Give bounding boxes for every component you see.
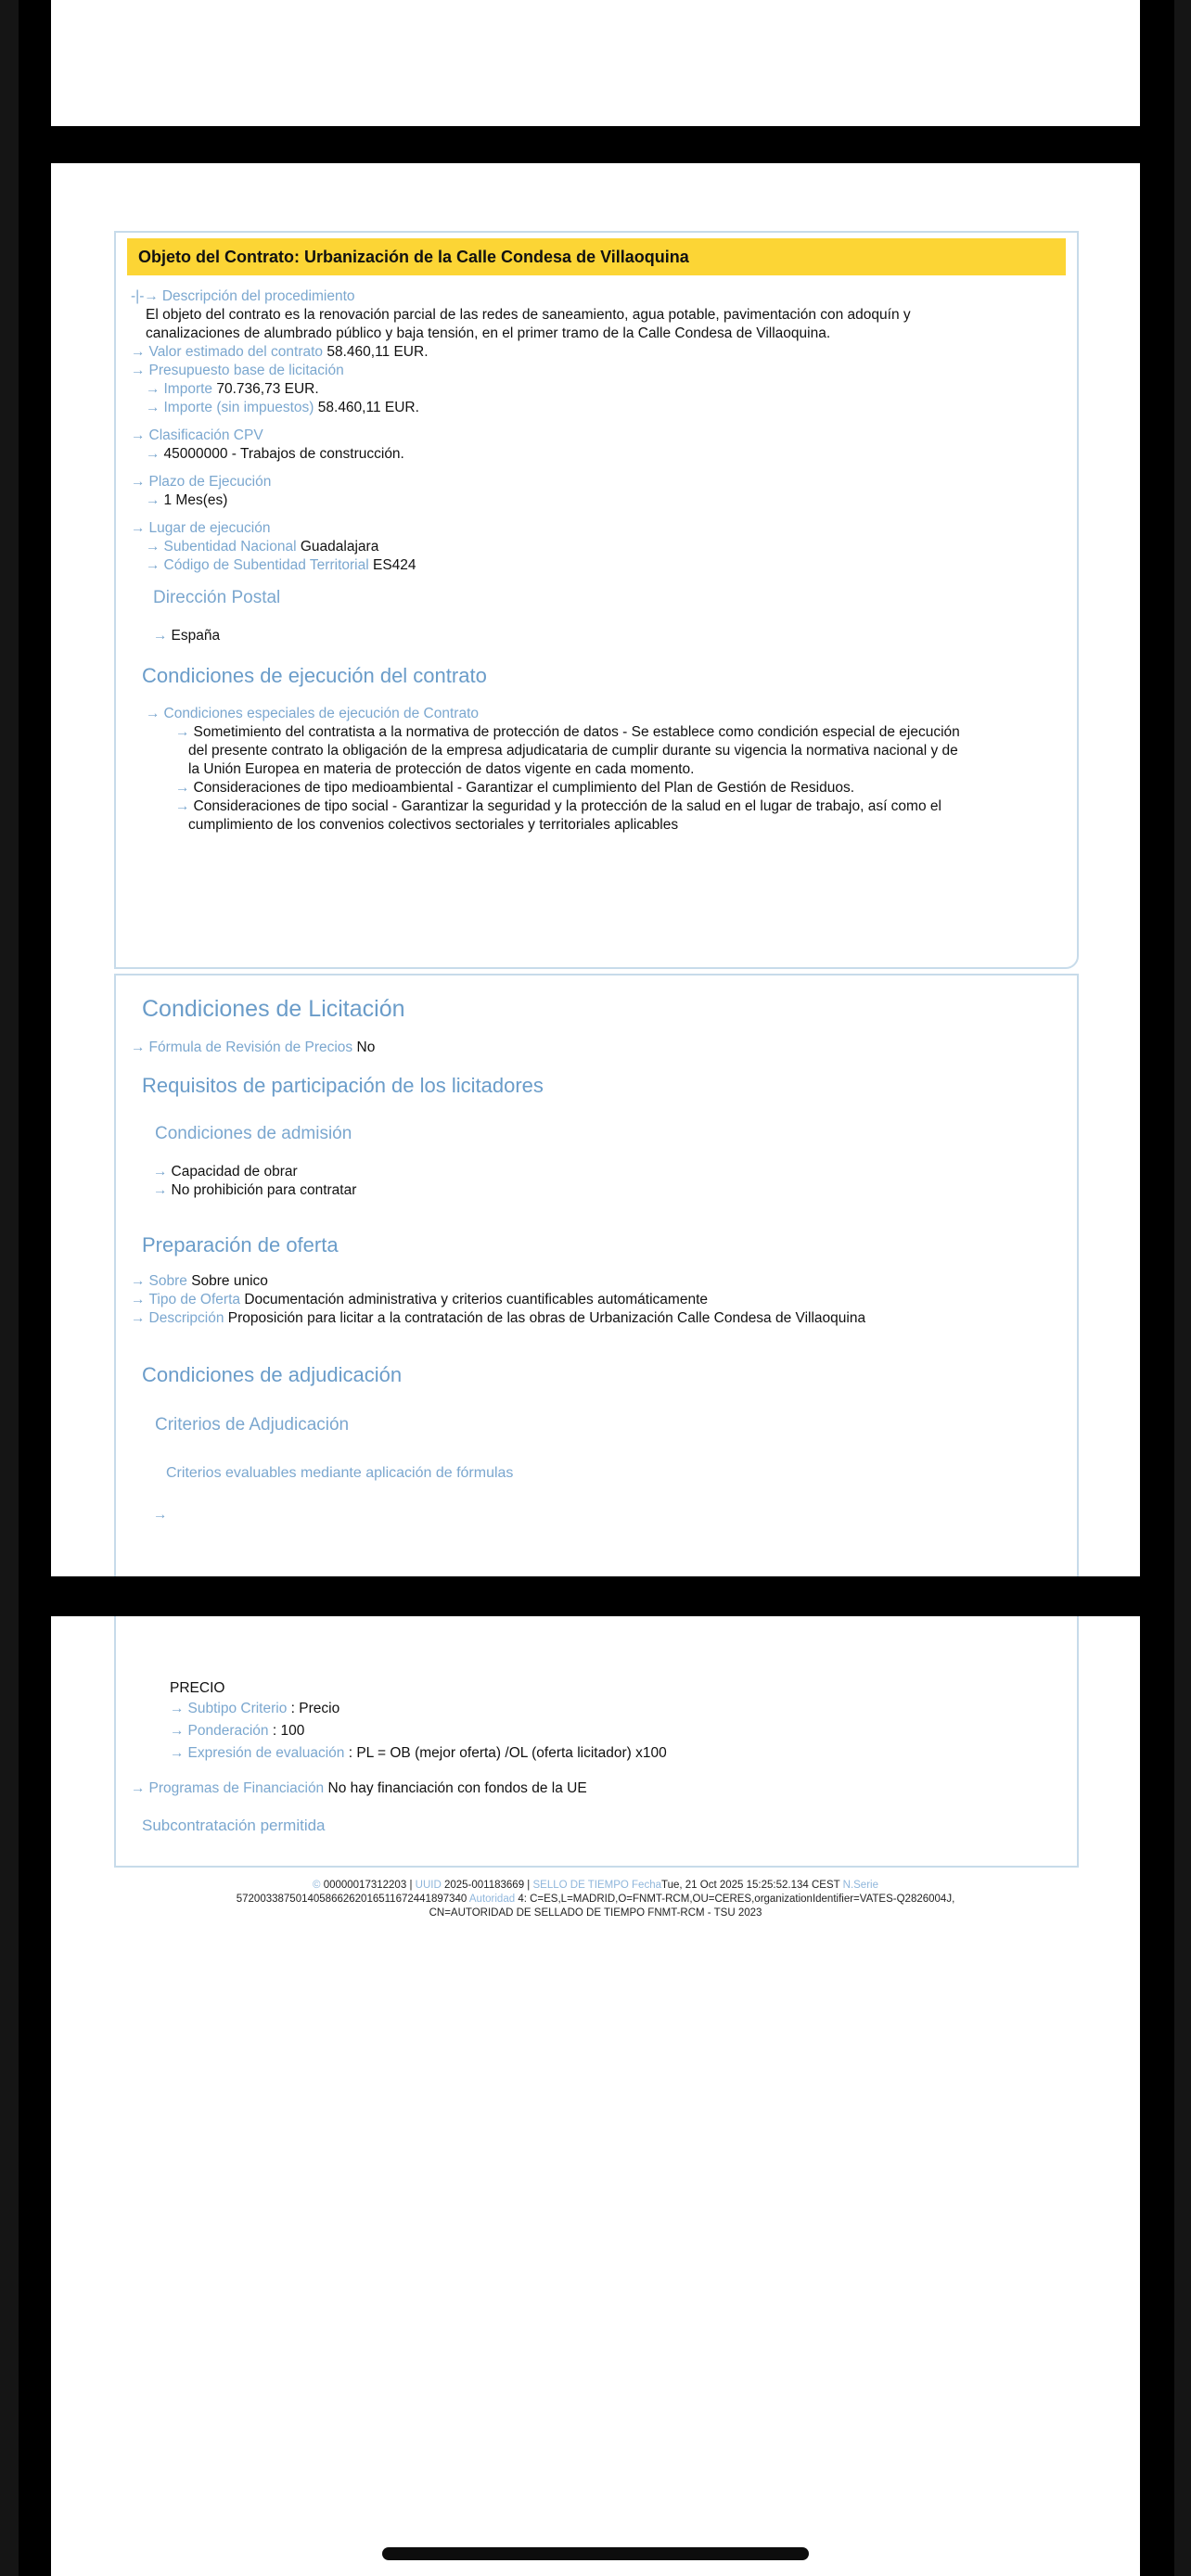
- codigo-row: → Código de Subentidad Territorial ES424: [146, 557, 416, 573]
- arrow-icon: →: [175, 780, 190, 796]
- admision-item: → No prohibición para contratar: [153, 1182, 357, 1198]
- arrow-icon: →: [146, 400, 160, 415]
- sobre-row: → Sobre Sobre unico: [131, 1273, 268, 1289]
- importe-sin-row: → Importe (sin impuestos) 58.460,11 EUR.: [146, 400, 419, 415]
- descripcion-text: canalizaciones de alumbrado público y baja tensión, en el primer tramo de la Calle Condesa de Villaoquina.: [146, 325, 831, 341]
- tipo-oferta-row: → Tipo de Oferta Documentación administrativa y criterios cuantificables automáticamente: [131, 1292, 708, 1307]
- arrow-icon: →: [131, 1310, 146, 1326]
- objeto-title: Objeto del Contrato: Urbanización de la Calle Condesa de Villaoquina: [127, 238, 1066, 275]
- arrow-icon: →: [153, 1182, 168, 1198]
- arrow-icon: →: [146, 557, 160, 573]
- arrow-icon: →: [170, 1701, 185, 1716]
- arrow-icon: →: [131, 474, 146, 490]
- arrow-icon: →: [175, 798, 190, 814]
- document-page-previous: [51, 0, 1140, 126]
- plazo-label-row: → Plazo de Ejecución: [131, 474, 272, 490]
- formulas-heading: Criterios evaluables mediante aplicación de fórmulas: [166, 1465, 514, 1481]
- programas-row: → Programas de Financiación No hay financiación con fondos de la UE: [131, 1780, 587, 1796]
- direccion-heading: Dirección Postal: [153, 588, 281, 607]
- criterio-nombre: PRECIO: [170, 1680, 225, 1696]
- arrow-icon: →: [131, 344, 146, 360]
- arrow-icon: →: [131, 1780, 146, 1796]
- subtipo-row: → Subtipo Criterio : Precio: [170, 1701, 340, 1716]
- pais-row: → España: [153, 628, 221, 644]
- arrow-icon: →: [170, 1745, 185, 1761]
- plazo-row: → 1 Mes(es): [146, 492, 228, 508]
- home-indicator[interactable]: [382, 2547, 809, 2560]
- preparacion-heading: Preparación de oferta: [142, 1233, 339, 1256]
- arrow-icon: →: [131, 1292, 146, 1307]
- arrow-icon: →: [131, 363, 146, 378]
- arrow-icon: →: [146, 446, 160, 462]
- admision-item: → Capacidad de obrar: [153, 1164, 298, 1180]
- descripcion-label-row: -|-→ Descripción del procedimiento: [131, 288, 355, 304]
- cpv-row: → 45000000 - Trabajos de construcción.: [146, 446, 404, 462]
- subentidad-row: → Subentidad Nacional Guadalajara: [146, 539, 379, 555]
- importe-row: → Importe 70.736,73 EUR.: [146, 381, 319, 397]
- document-page-next: [51, 1616, 1140, 2576]
- arrow-icon: →: [131, 520, 146, 536]
- cpv-label-row: → Clasificación CPV: [131, 427, 263, 443]
- arrow-icon: →: [170, 1723, 185, 1739]
- document-page: [51, 163, 1140, 1576]
- expresion-row: → Expresión de evaluación : PL = OB (mejor oferta) /OL (oferta licitador) x100: [170, 1745, 667, 1761]
- screen-edge-left: [0, 0, 19, 2576]
- condicion-row: → Sometimiento del contratista a la normativa de protección de datos - Se establece como condición especial de ejecución: [175, 724, 960, 740]
- arrow-icon: →: [131, 427, 146, 443]
- licitacion-heading: Condiciones de Licitación: [142, 996, 405, 1022]
- criterios-heading: Criterios de Adjudicación: [155, 1415, 350, 1435]
- footer-line-3: CN=AUTORIDAD DE SELLADO DE TIEMPO FNMT-RCM - TSU 2023: [429, 1907, 762, 1919]
- requisitos-heading: Requisitos de participación de los licitadores: [142, 1074, 544, 1097]
- arrow-icon: →: [146, 492, 160, 508]
- arrow-icon: →: [146, 706, 160, 721]
- condicion-row: → Consideraciones de tipo social - Garantizar la seguridad y la protección de la salud en el lugar de trabajo, así como el: [175, 798, 941, 814]
- condicion-text: la Unión Europea en materia de protección de datos vigente en cada momento.: [188, 761, 695, 777]
- footer-line-2: 572003387501405866262016511672441897340 Autoridad 4: C=ES,L=MADRID,O=FNMT-RCM,OU=CERES,organizationIdentifier=VATES-Q2826004J,: [236, 1894, 955, 1905]
- arrow-icon: →: [131, 1273, 146, 1289]
- descripcion-text: El objeto del contrato es la renovación parcial de las redes de saneamiento, agua potable, pavimentación con adoquín y: [146, 307, 911, 323]
- condicion-text: del presente contrato la obligación de la empresa adjudicataria de cumplir durante su vigencia la normativa nacional y de: [188, 743, 958, 759]
- expand-arrow-icon[interactable]: -|-→: [131, 288, 159, 304]
- arrow-icon: →: [153, 628, 168, 644]
- arrow-icon: →: [153, 1507, 168, 1523]
- ponderacion-row: → Ponderación : 100: [170, 1723, 305, 1739]
- ejecucion-heading: Condiciones de ejecución del contrato: [142, 664, 487, 687]
- copyright-icon: ©: [313, 1880, 321, 1891]
- adjudicacion-heading: Condiciones de adjudicación: [142, 1363, 403, 1386]
- footer-line-1: © 00000017312203 | UUID 2025-001183669 | SELLO DE TIEMPO FechaTue, 21 Oct 2025 15:25:52.134 CEST N.Serie: [313, 1880, 878, 1891]
- arrow-icon: →: [146, 539, 160, 555]
- formula-row: → Fórmula de Revisión de Precios No: [131, 1039, 376, 1055]
- arrow-icon: →: [146, 381, 160, 397]
- arrow-icon: →: [131, 1039, 146, 1055]
- especiales-label-row: → Condiciones especiales de ejecución de Contrato: [146, 706, 479, 721]
- descripcion-oferta-row: → Descripción Proposición para licitar a la contratación de las obras de Urbanización Calle Condesa de Villaoquina: [131, 1310, 866, 1326]
- presupuesto-row: → Presupuesto base de licitación: [131, 363, 344, 378]
- screen-edge-right: [1174, 0, 1191, 2576]
- subcontratacion-label: Subcontratación permitida: [142, 1817, 326, 1834]
- condicion-text: cumplimiento de los convenios colectivos sectoriales y territoriales aplicables: [188, 817, 679, 833]
- lugar-label-row: → Lugar de ejecución: [131, 520, 271, 536]
- condicion-row: → Consideraciones de tipo medioambiental - Garantizar el cumplimiento del Plan de Gestión de Residuos.: [175, 780, 855, 796]
- arrow-icon: →: [175, 724, 190, 740]
- arrow-icon: →: [153, 1164, 168, 1180]
- admision-heading: Condiciones de admisión: [155, 1124, 352, 1143]
- valor-row: → Valor estimado del contrato 58.460,11 EUR.: [131, 344, 429, 360]
